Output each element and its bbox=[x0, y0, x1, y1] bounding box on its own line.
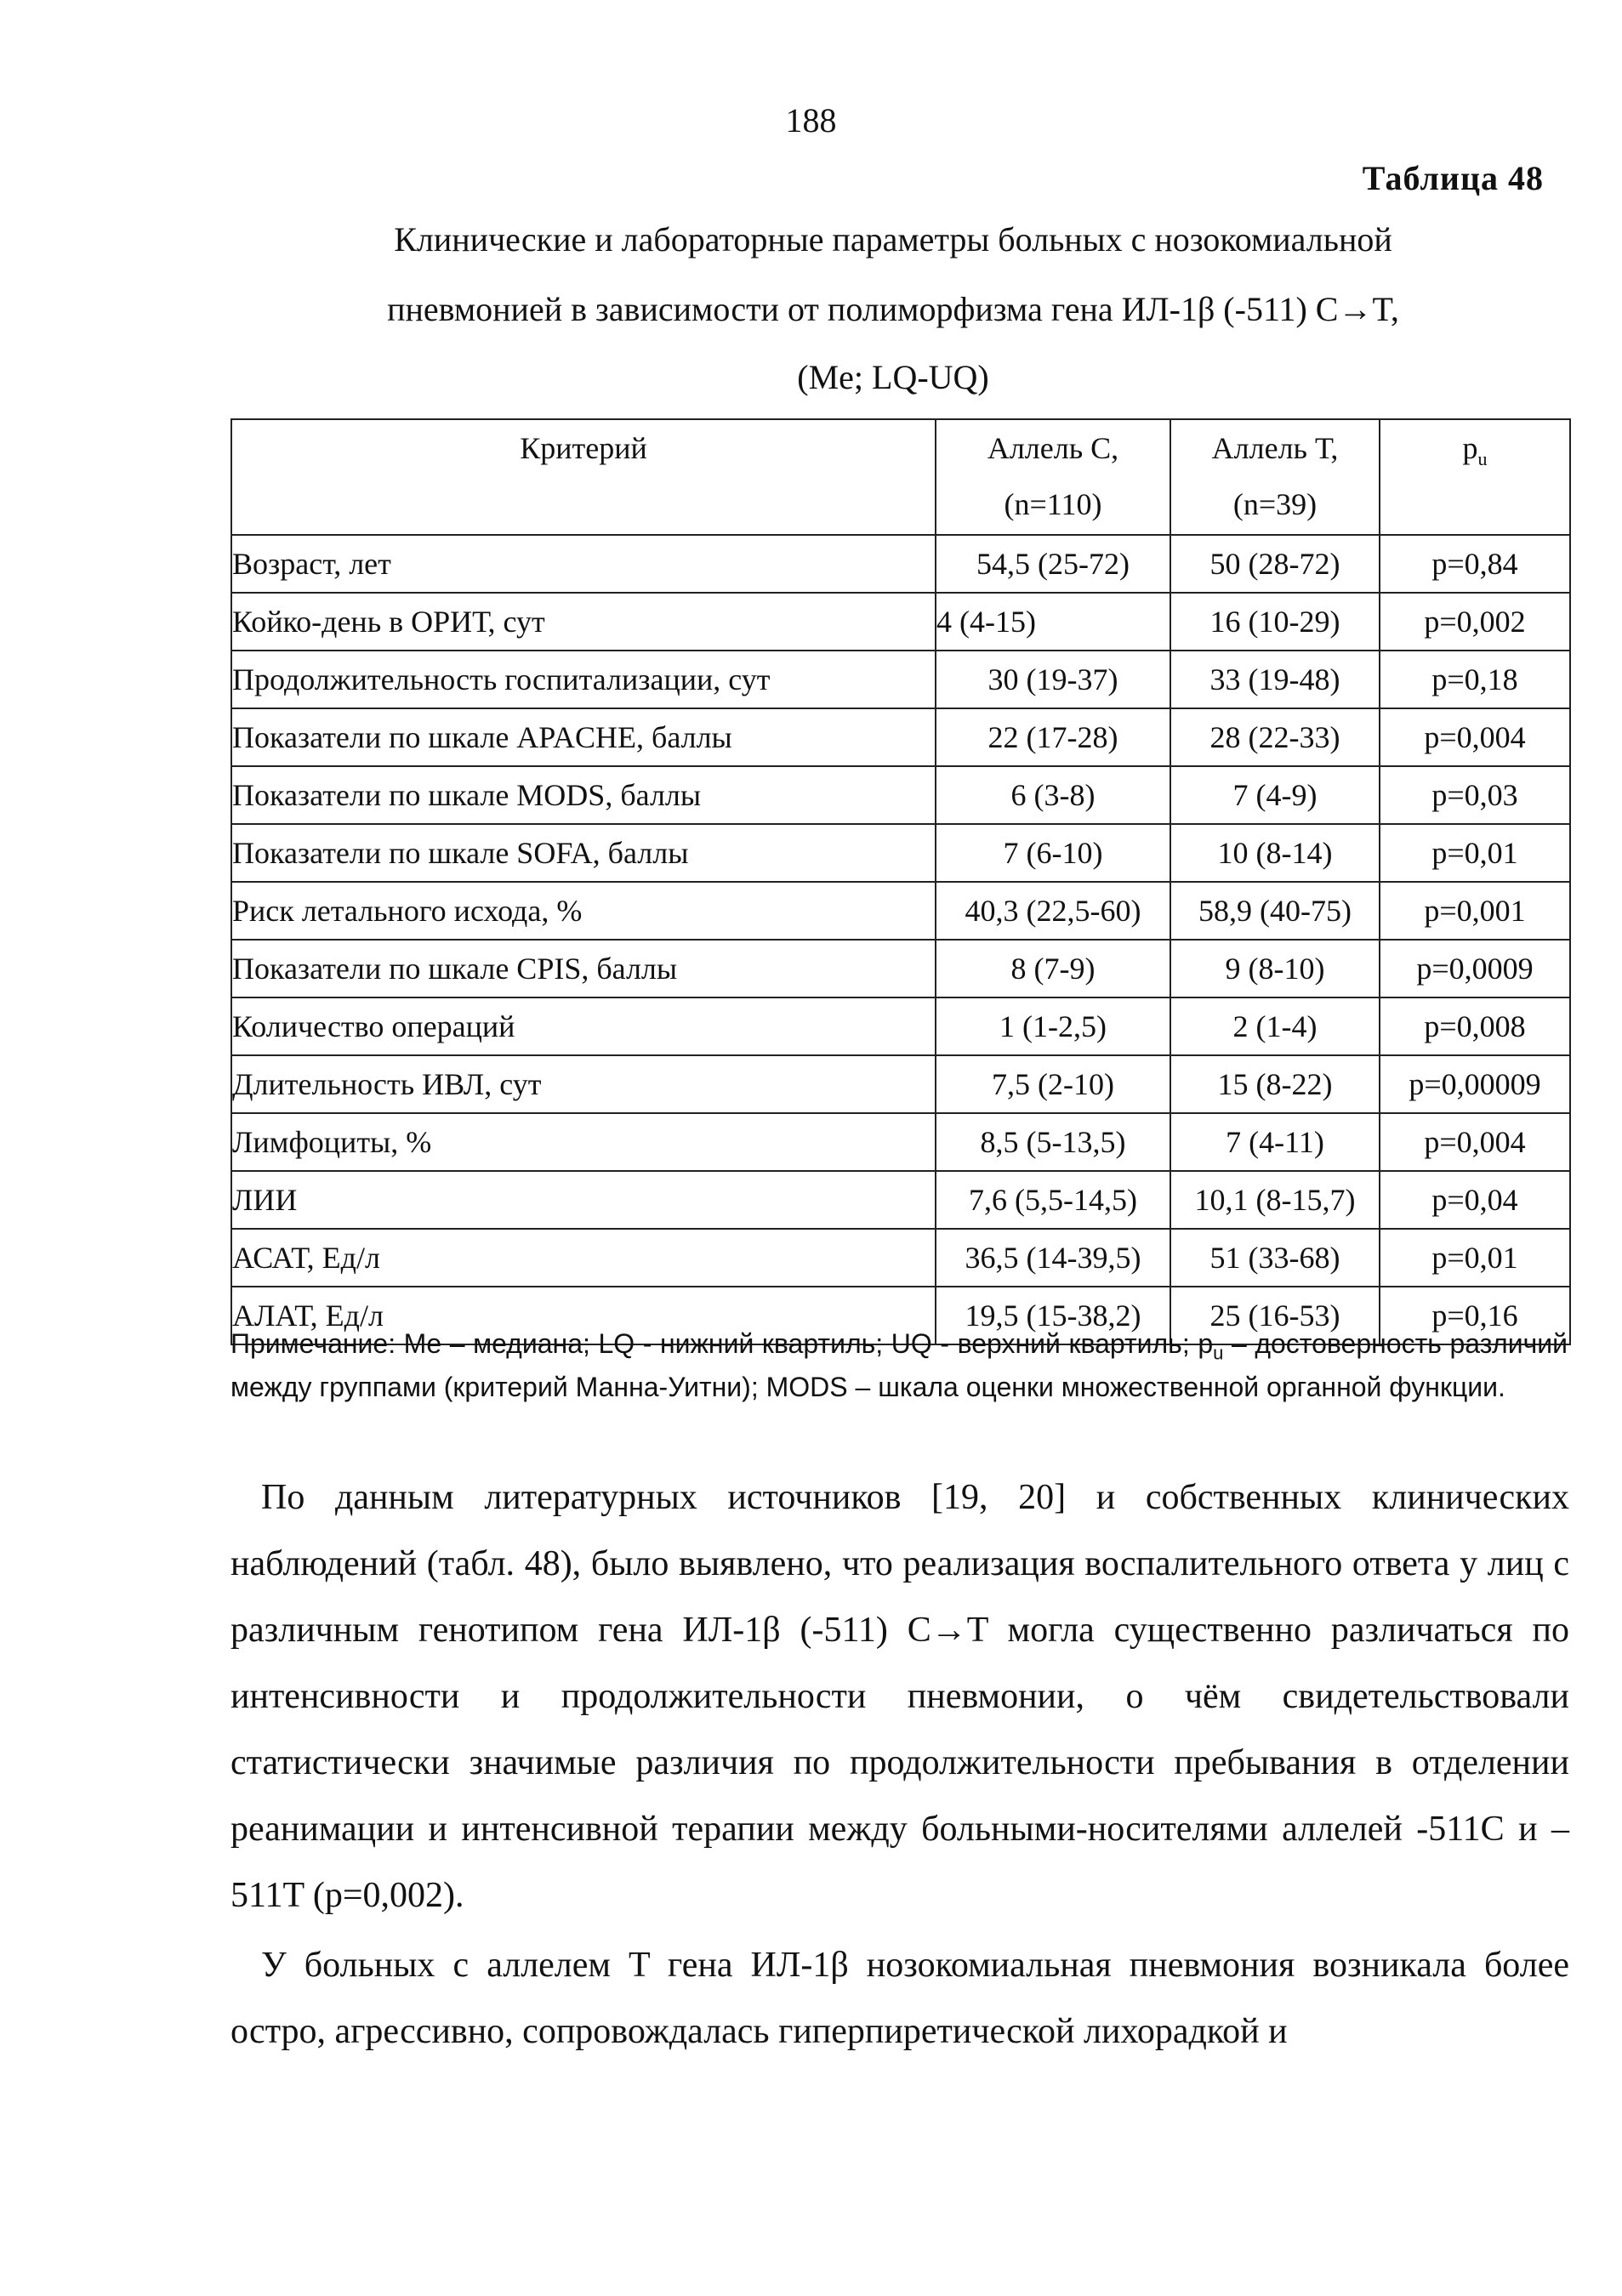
cell-allele-c: 19,5 (15-38,2) bbox=[936, 1287, 1170, 1344]
note-text-2: – достоверность различий между группами (критерий Манна-Уитни); MODS – шкала оценки множественной органной функции. bbox=[230, 1328, 1568, 1403]
table-row bbox=[231, 651, 1570, 708]
cell-allele-t: 7 (4-9) bbox=[1170, 766, 1380, 824]
cell-p-value: p=0,01 bbox=[1380, 824, 1570, 882]
cell-criterion: ЛИИ bbox=[231, 1171, 936, 1229]
cell-allele-c: 54,5 (25-72) bbox=[936, 535, 1170, 593]
header-criterion-label: Критерий bbox=[520, 431, 647, 465]
cell-criterion: Продолжительность госпитализации, сут bbox=[231, 651, 936, 708]
cell-allele-c: 7 (6-10) bbox=[936, 824, 1170, 882]
header-allele-t-label: Аллель Т, bbox=[1211, 431, 1339, 465]
cell-criterion: Возраст, лет bbox=[231, 535, 936, 593]
cell-criterion: Лимфоциты, % bbox=[231, 1113, 936, 1171]
note-text-1: Примечание: Me – медиана; LQ - нижний квартиль; UQ - верхний квартиль; p bbox=[230, 1328, 1214, 1359]
cell-p-value: p=0,84 bbox=[1380, 535, 1570, 593]
cell-criterion: АСАТ, Ед/л bbox=[231, 1229, 936, 1287]
cell-p-value: p=0,18 bbox=[1380, 651, 1570, 708]
table-row bbox=[231, 708, 1570, 766]
table-row bbox=[231, 593, 1570, 651]
body-paragraph-2: У больных с аллелем T гена ИЛ-1β нозокомиальная пневмония возникала более остро, агрессивно, сопровождалась гиперпиретической лихорадкой и bbox=[230, 1946, 1569, 2051]
cell-allele-c: 7,6 (5,5-14,5) bbox=[936, 1171, 1170, 1229]
cell-allele-c: 6 (3-8) bbox=[936, 766, 1170, 824]
cell-allele-t: 15 (8-22) bbox=[1170, 1055, 1380, 1113]
header-allele-c bbox=[936, 419, 1170, 535]
cell-allele-c: 7,5 (2-10) bbox=[936, 1055, 1170, 1113]
cell-criterion: Риск летального исхода, % bbox=[231, 882, 936, 940]
cell-p-value: p=0,004 bbox=[1380, 708, 1570, 766]
header-allele-c-label: Аллель С, bbox=[987, 431, 1119, 465]
table-header-row bbox=[231, 419, 1570, 535]
table-caption-line-1: Клинические и лабораторные параметры больных с нозокомиальной bbox=[394, 220, 1392, 259]
header-p-label: p bbox=[1462, 431, 1478, 465]
cell-criterion: Показатели по шкале CPIS, баллы bbox=[231, 940, 936, 997]
cell-p-value: p=0,0009 bbox=[1380, 940, 1570, 997]
cell-criterion: АЛАТ, Ед/л bbox=[231, 1287, 936, 1344]
cell-allele-t: 9 (8-10) bbox=[1170, 940, 1380, 997]
cell-criterion: Койко-день в ОРИТ, сут bbox=[231, 593, 936, 651]
table-row bbox=[231, 1055, 1570, 1113]
cell-allele-t: 25 (16-53) bbox=[1170, 1287, 1380, 1344]
table-row bbox=[231, 535, 1570, 593]
note-subscript: u bbox=[1213, 1342, 1224, 1364]
header-criterion bbox=[231, 419, 936, 535]
cell-allele-c: 36,5 (14-39,5) bbox=[936, 1229, 1170, 1287]
cell-allele-t: 51 (33-68) bbox=[1170, 1229, 1380, 1287]
cell-criterion: Количество операций bbox=[231, 997, 936, 1055]
cell-p-value: p=0,04 bbox=[1380, 1171, 1570, 1229]
header-allele-t-n: (n=39) bbox=[1232, 487, 1318, 521]
cell-allele-t: 2 (1-4) bbox=[1170, 997, 1380, 1055]
cell-allele-c: 30 (19-37) bbox=[936, 651, 1170, 708]
table-row bbox=[231, 1171, 1570, 1229]
cell-p-value: p=0,002 bbox=[1380, 593, 1570, 651]
table-row bbox=[231, 1229, 1570, 1287]
table-row bbox=[231, 882, 1570, 940]
cell-criterion: Показатели по шкале SOFA, баллы bbox=[231, 824, 936, 882]
cell-criterion: Длительность ИВЛ, сут bbox=[231, 1055, 936, 1113]
table-body bbox=[231, 535, 1570, 1344]
cell-allele-t: 16 (10-29) bbox=[1170, 593, 1380, 651]
cell-allele-c: 22 (17-28) bbox=[936, 708, 1170, 766]
cell-allele-t: 28 (22-33) bbox=[1170, 708, 1380, 766]
cell-allele-c: 8 (7-9) bbox=[936, 940, 1170, 997]
cell-p-value: p=0,03 bbox=[1380, 766, 1570, 824]
cell-allele-c: 8,5 (5-13,5) bbox=[936, 1113, 1170, 1171]
table-row bbox=[231, 940, 1570, 997]
table-row bbox=[231, 824, 1570, 882]
header-p bbox=[1380, 419, 1570, 535]
table-row bbox=[231, 1113, 1570, 1171]
cell-p-value: p=0,001 bbox=[1380, 882, 1570, 940]
cell-allele-c: 40,3 (22,5-60) bbox=[936, 882, 1170, 940]
table-row bbox=[231, 997, 1570, 1055]
cell-allele-t: 50 (28-72) bbox=[1170, 535, 1380, 593]
body-paragraph-1: По данным литературных источников [19, 20] и собственных клинических наблюдений (табл. 48), было выявлено, что реализация воспалительного ответа у лиц с различным генотипом гена ИЛ-1β (-511) C→T могла существенно различаться по интенсивности и продолжительности пневмонии, о чём свидетельствовали статистически значимые различия по продолжительности пребывания в отделении реанимации и интенсивной терапии между больными-носителями аллелей -511C и –511T (p=0,002). bbox=[230, 1478, 1569, 1915]
header-allele-t bbox=[1170, 419, 1380, 535]
header-allele-c-n: (n=110) bbox=[1004, 487, 1102, 521]
cell-p-value: p=0,004 bbox=[1380, 1113, 1570, 1171]
table-note bbox=[230, 1327, 1568, 1404]
cell-criterion: Показатели по шкале MODS, баллы bbox=[231, 766, 936, 824]
cell-allele-t: 10 (8-14) bbox=[1170, 824, 1380, 882]
cell-p-value: p=0,008 bbox=[1380, 997, 1570, 1055]
cell-allele-t: 33 (19-48) bbox=[1170, 651, 1380, 708]
cell-allele-c: 4 (4-15) bbox=[936, 593, 1170, 651]
cell-p-value: p=0,01 bbox=[1380, 1229, 1570, 1287]
cell-allele-t: 7 (4-11) bbox=[1170, 1113, 1380, 1171]
cell-p-value: p=0,16 bbox=[1380, 1287, 1570, 1344]
header-p-subscript: u bbox=[1477, 448, 1488, 470]
table-row bbox=[231, 766, 1570, 824]
cell-allele-t: 58,9 (40-75) bbox=[1170, 882, 1380, 940]
table-caption-line-2: пневмонией в зависимости от полиморфизма гена ИЛ-1β (-511) C→T, bbox=[387, 290, 1399, 328]
cell-p-value: p=0,00009 bbox=[1380, 1055, 1570, 1113]
page-number: 188 bbox=[785, 101, 837, 139]
table-label: Таблица 48 bbox=[1362, 159, 1544, 197]
cell-criterion: Показатели по шкале APACHE, баллы bbox=[231, 708, 936, 766]
table-caption-line-3: (Me; LQ-UQ) bbox=[797, 358, 989, 396]
cell-allele-t: 10,1 (8-15,7) bbox=[1170, 1171, 1380, 1229]
data-table bbox=[230, 418, 1571, 1345]
cell-allele-c: 1 (1-2,5) bbox=[936, 997, 1170, 1055]
